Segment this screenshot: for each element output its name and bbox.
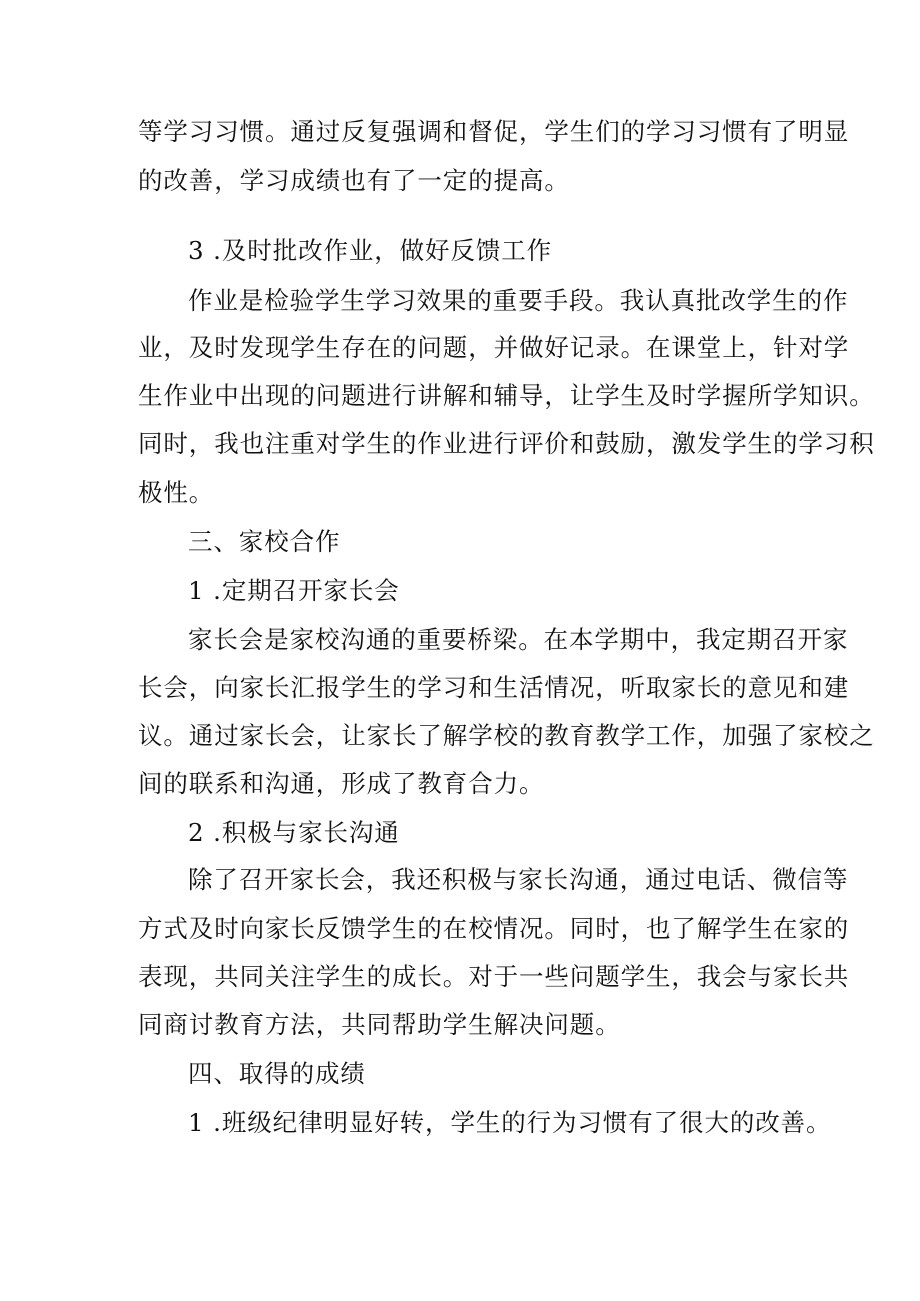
section-heading-home-school: 三、家校合作 xyxy=(188,527,341,556)
paragraph-line: 议。通过家长会，让家长了解学校的教育教学工作，加强了家校之 xyxy=(138,721,875,750)
paragraph-line: 除了召开家长会，我还积极与家长沟通，通过电话、微信等 xyxy=(188,865,849,894)
subheading-parent-meeting: 1 .定期召开家长会 xyxy=(188,576,400,605)
paragraph-line: 极性。 xyxy=(138,478,215,507)
paragraph-line: 长会，向家长汇报学生的学习和生活情况，听取家长的意见和建 xyxy=(138,673,850,702)
subheading-parent-communication: 2 .积极与家长沟通 xyxy=(188,818,400,847)
subheading-homework-feedback: 3 .及时批改作业，做好反馈工作 xyxy=(188,236,553,265)
paragraph-line: 间的联系和沟通，形成了教育合力。 xyxy=(138,769,545,798)
paragraph-line: 表现，共同关注学生的成长。对于一些问题学生，我会与家长共 xyxy=(138,962,850,991)
paragraph-line: 同时，我也注重对学生的作业进行评价和鼓励，激发学生的学习积 xyxy=(138,429,875,458)
paragraph-line: 同商讨教育方法，共同帮助学生解决问题。 xyxy=(138,1010,621,1039)
paragraph-line: 家长会是家校沟通的重要桥梁。在本学期中，我定期召开家 xyxy=(188,625,849,654)
paragraph-line: 等学习习惯。通过反复强调和督促，学生们的学习习惯有了明显 xyxy=(138,117,850,146)
paragraph-line: 业，及时发现学生存在的问题，并做好记录。在课堂上，针对学 xyxy=(138,333,850,362)
paragraph-line: 的改善，学习成绩也有了一定的提高。 xyxy=(138,166,570,195)
paragraph-line: 生作业中出现的问题进行讲解和辅导，让学生及时学握所学知识。 xyxy=(138,381,875,410)
section-heading-achievements: 四、取得的成绩 xyxy=(188,1059,366,1088)
paragraph-line: 作业是检验学生学习效果的重要手段。我认真批改学生的作 xyxy=(188,286,849,315)
subheading-discipline: 1 .班级纪律明显好转，学生的行为习惯有了很大的改善。 xyxy=(188,1108,832,1137)
paragraph-line: 方式及时向家长反馈学生的在校情况。同时，也了解学生在家的 xyxy=(138,914,850,943)
